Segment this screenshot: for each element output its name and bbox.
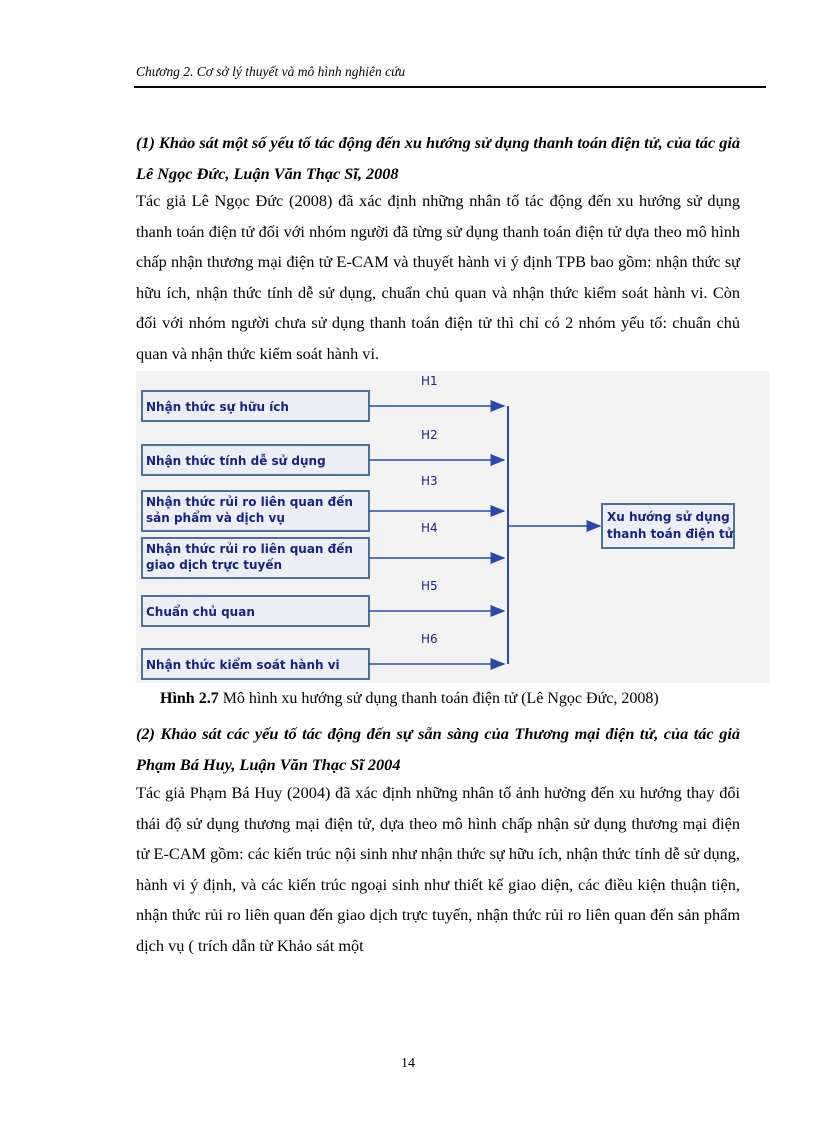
factor-label-3: Nhận thức rủi ro liên quan đến sản phẩm và dịch vụ	[146, 495, 353, 525]
factor-label-5: Chuẩn chủ quan	[146, 605, 255, 619]
factor-label-4: Nhận thức rủi ro liên quan đến giao dịch trực tuyến	[146, 542, 353, 572]
hypothesis-label-5: H5	[421, 579, 438, 593]
factor-label-1: Nhận thức sự hữu ích	[146, 400, 289, 414]
section-1-paragraph: Tác giả Lê Ngọc Đức (2008) đã xác định những nhân tố tác động đến xu hướng sử dụng thanh toán điện tử đối với nhóm người đã từng sử dụng thanh toán điện tử dựa theo mô hình chấp nhận thương mại điện tử E-CAM và thuyết hành vi ý định TPB bao gồm: nhận thức sự hữu ích, nhận thức tính dễ sử dụng, chuẩn chủ quan và nhận thức kiểm soát hành vi. Còn đối với nhóm người chưa sử dụng thanh toán điện tử thì chỉ có 2 nhóm yếu tố: chuẩn chủ quan và nhận thức kiểm soát hành vi.	[136, 191, 740, 363]
factor-label-6: Nhận thức kiểm soát hành vi	[146, 658, 340, 672]
hypothesis-label-4: H4	[421, 521, 438, 535]
figure-caption-label: Hình 2.7	[160, 690, 219, 707]
factor-label-2: Nhận thức tính dễ sử dụng	[146, 454, 326, 468]
running-header: Chương 2. Cơ sở lý thuyết và mô hình nghiên cứu	[136, 64, 406, 79]
hypothesis-label-1: H1	[421, 374, 438, 388]
page-number: 14	[401, 1056, 415, 1071]
section-1-heading: (1) Khảo sát một số yếu tố tác động đến xu hướng sử dụng thanh toán điện tử, của tác giả Lê Ngọc Đức, Luận Văn Thạc Sĩ, 2008	[136, 133, 740, 183]
hypothesis-label-6: H6	[421, 632, 438, 646]
figure-caption	[160, 686, 740, 712]
figure-caption-text: Mô hình xu hướng sử dụng thanh toán điện tử (Lê Ngọc Đức, 2008)	[218, 690, 659, 707]
outcome-label: Xu hướng sử dụng thanh toán điện tử	[607, 510, 734, 541]
research-model-diagram	[136, 371, 770, 683]
section-2-heading: (2) Khảo sát các yếu tố tác động đến sự sẵn sàng của Thương mại điện tử, của tác giả Phạm Bá Huy, Luận Văn Thạc Sĩ 2004	[136, 724, 740, 774]
hypothesis-label-2: H2	[421, 428, 438, 442]
section-2-paragraph: Tác giả Phạm Bá Huy (2004) đã xác định những nhân tố ảnh hưởng đến xu hướng thay đổi thái độ sử dụng thương mại điện tử, dựa theo mô hình chấp nhận sử dụng thương mại điện tử E-CAM gồm: các kiến trúc nội sinh như nhận thức sự hữu ích, nhận thức tính dễ sử dụng, hành vi ý định, và các kiến trúc ngoại sinh như thiết kế giao diện, các điều kiện thuận tiện, nhận thức rủi ro liên quan đến giao dịch trực tuyến, nhận thức rủi ro liên quan đến sản phẩm dịch vụ ( trích dẫn từ Khảo sát một	[136, 783, 740, 955]
research-model-figure	[136, 371, 770, 683]
header-divider	[134, 86, 766, 88]
hypothesis-label-3: H3	[421, 474, 438, 488]
